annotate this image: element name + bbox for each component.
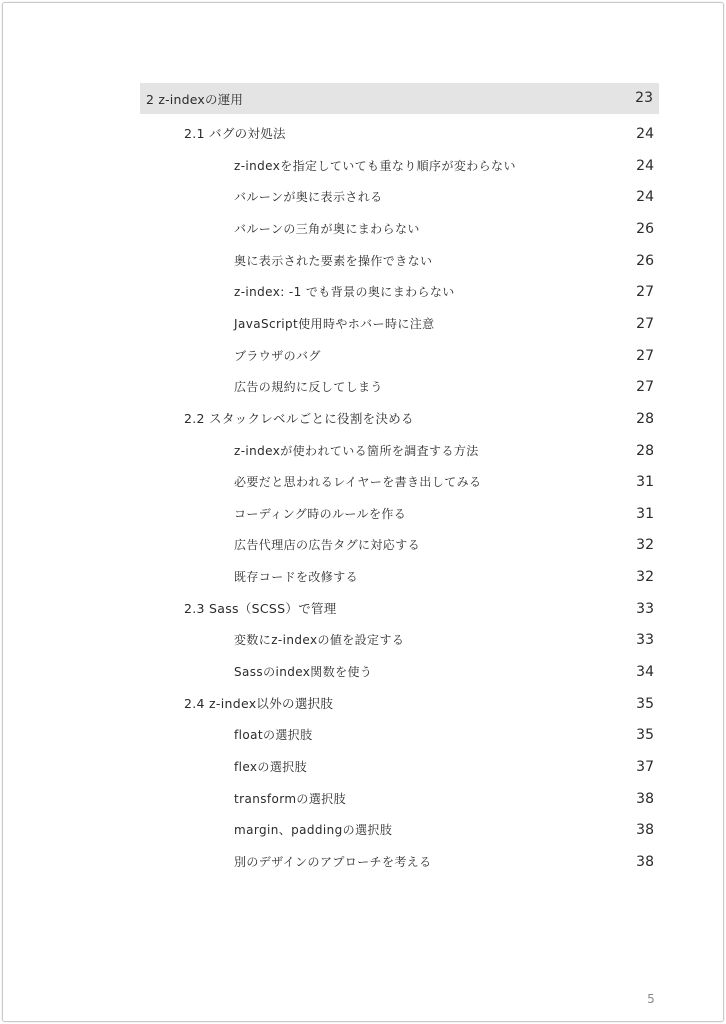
toc-subsection-entry[interactable] — [234, 852, 654, 872]
toc-entry-page-number: 38 — [636, 822, 654, 839]
toc-entry-page-number: 33 — [636, 600, 654, 617]
toc-subsection-entry[interactable] — [234, 535, 654, 555]
toc-entry-title: 2.1 バグの対処法 — [184, 126, 286, 141]
toc-subsection-entry[interactable] — [234, 282, 654, 302]
toc-subsection-entry[interactable] — [234, 156, 654, 176]
toc-entry-title: margin、paddingの選択肢 — [234, 823, 393, 838]
toc-section-entry[interactable] — [184, 694, 654, 714]
toc-subsection-entry[interactable] — [234, 314, 654, 334]
toc-entry-page-number: 24 — [636, 126, 654, 142]
toc-entry-page-number: 35 — [636, 695, 654, 712]
toc-entry-page-number: 24 — [636, 157, 654, 174]
toc-section-entry[interactable] — [184, 599, 654, 619]
toc-entry-page-number: 34 — [636, 664, 654, 681]
toc-entry-title: z-indexを指定していても重なり順序が変わらない — [234, 158, 516, 173]
toc-entry-title: バルーンが奥に表示される — [234, 190, 383, 205]
toc-entry-page-number: 31 — [636, 505, 654, 522]
toc-entry-page-number: 28 — [636, 410, 654, 427]
toc-entry-title: 広告代理店の広告タグに対応する — [234, 538, 421, 553]
toc-entry-page-number: 38 — [636, 853, 654, 870]
toc-entry-title: transformの選択肢 — [234, 791, 347, 806]
toc-subsection-entry[interactable] — [234, 472, 654, 492]
toc-entry-title: 2.3 Sass（SCSS）で管理 — [184, 600, 337, 616]
toc-subsection-entry[interactable] — [234, 346, 654, 366]
toc-entry-title: 必要だと思われるレイヤーを書き出してみる — [234, 475, 482, 490]
toc-entry-page-number: 24 — [636, 189, 654, 206]
toc-section-entry[interactable] — [184, 409, 654, 429]
toc-subsection-entry[interactable] — [234, 757, 654, 777]
toc-entry-title: コーディング時のルールを作る — [234, 506, 407, 521]
toc-subsection-entry[interactable] — [234, 377, 654, 397]
toc-entry-page-number: 28 — [636, 442, 654, 459]
toc-entry-page-number: 37 — [636, 759, 654, 775]
toc-entry-title: 2.2 スタックレベルごとに役割を決める — [184, 410, 414, 426]
chapter-page-number: 23 — [635, 90, 653, 106]
toc-subsection-entry[interactable] — [234, 662, 654, 682]
toc-entry-title: z-index: -1 でも背景の奥にまわらない — [234, 285, 455, 300]
toc-entry-title: 奥に表示された要素を操作できない — [234, 253, 433, 268]
toc-entry-page-number: 26 — [636, 220, 654, 237]
toc-section-entry[interactable] — [184, 124, 654, 144]
toc-entry-page-number: 26 — [636, 252, 654, 269]
toc-subsection-entry[interactable] — [234, 219, 654, 239]
toc-entry-page-number: 27 — [636, 379, 654, 396]
toc-entry-title: JavaScript使用時やホバー時に注意 — [234, 316, 435, 331]
toc-entry-page-number: 32 — [636, 537, 654, 554]
toc-subsection-entry[interactable] — [234, 504, 654, 524]
toc-entry-page-number: 35 — [636, 727, 654, 744]
toc-subsection-entry[interactable] — [234, 789, 654, 809]
toc-entry-title: flexの選択肢 — [234, 760, 308, 774]
toc-entry-title: 変数にz-indexの値を設定する — [234, 633, 405, 648]
toc-entry-page-number: 32 — [636, 569, 654, 586]
toc-entry-title: Sassのindex関数を使う — [234, 665, 373, 680]
toc-subsection-entry[interactable] — [234, 251, 654, 271]
document-page — [2, 2, 724, 1022]
toc-entry-page-number: 27 — [636, 284, 654, 301]
toc-subsection-entry[interactable] — [234, 187, 654, 207]
toc-subsection-entry[interactable] — [234, 630, 654, 650]
toc-entry-page-number: 33 — [636, 632, 654, 649]
toc-entry-title: 別のデザインのアプローチを考える — [234, 854, 432, 869]
toc-subsection-entry[interactable] — [234, 441, 654, 461]
toc-entry-page-number: 31 — [636, 474, 654, 491]
toc-entry-page-number: 38 — [636, 790, 654, 807]
toc-subsection-entry[interactable] — [234, 567, 654, 587]
toc-entry-title: z-indexが使われている箇所を調査する方法 — [234, 443, 479, 458]
page-footer-number: 5 — [647, 992, 655, 1006]
toc-subsection-entry[interactable] — [234, 725, 654, 745]
toc-entry-title: ブラウザのバグ — [234, 348, 321, 363]
toc-entry-title: バルーンの三角が奥にまわらない — [234, 221, 420, 236]
toc-entry-page-number: 27 — [636, 347, 654, 364]
toc-entry-page-number: 27 — [636, 315, 654, 332]
toc-chapter-heading[interactable] — [140, 83, 659, 114]
toc-entry-title: 2.4 z-index以外の選択肢 — [184, 695, 334, 711]
chapter-title: 2 z-indexの運用 — [146, 92, 244, 107]
toc-entry-title: 広告の規約に反してしまう — [234, 380, 383, 395]
toc-entry-title: 既存コードを改修する — [234, 570, 359, 585]
toc-entry-title: floatの選択肢 — [234, 728, 313, 743]
toc-subsection-entry[interactable] — [234, 820, 654, 840]
